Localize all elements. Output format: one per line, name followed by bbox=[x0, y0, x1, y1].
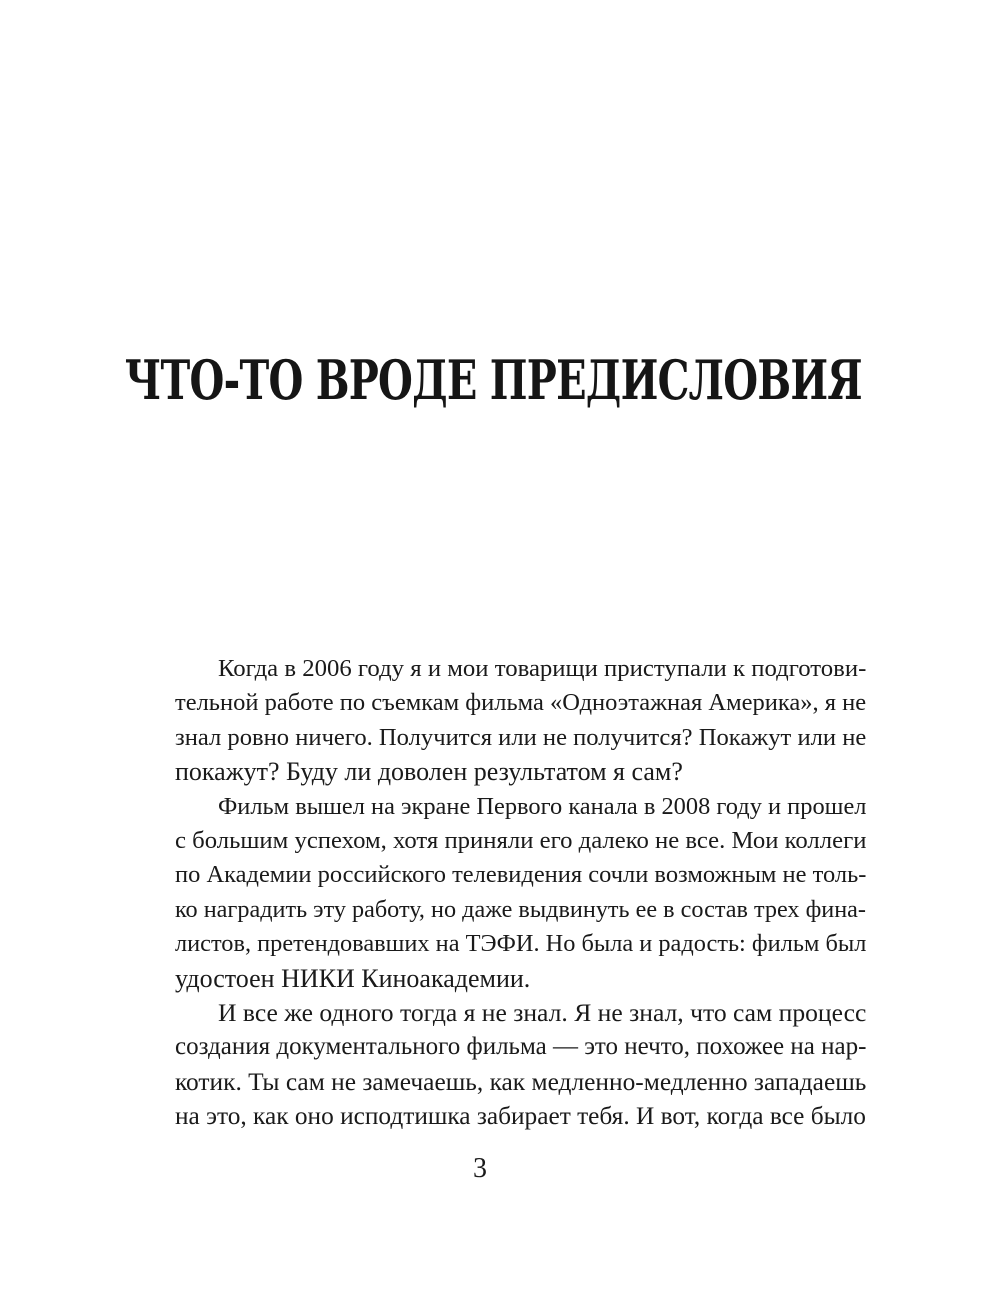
text-line: на это, как оно исподтишка забирает тебя. И вот, когда все было bbox=[175, 1102, 866, 1131]
text-line: покажут? Буду ли доволен результатом я сам? bbox=[175, 757, 683, 787]
text-line: тельной работе по съемкам фильма «Одноэтажная Америка», я не bbox=[175, 689, 867, 717]
paragraph bbox=[132, 652, 867, 790]
paragraph bbox=[132, 790, 867, 996]
body-text bbox=[132, 652, 867, 1133]
text-line: знал ровно ничего. Получится или не получится? Покажут или не bbox=[175, 723, 867, 751]
text-line: листов, претендовавших на ТЭФИ. Но была и радость: фильм был bbox=[175, 930, 867, 958]
text-line: И все же одного тогда я не знал. Я не знал, что сам процесс bbox=[218, 997, 867, 1027]
text-line: котик. Ты сам не замечаешь, как медленно-медленно западаешь bbox=[175, 1067, 867, 1096]
text-line: ко наградить эту работу, но даже выдвинуть ее в состав трех фина- bbox=[175, 895, 867, 923]
text-line: создания документального фильма — это нечто, похожее на нар- bbox=[175, 1033, 867, 1061]
text-line: Фильм вышел на экране Первого канала в 2008 году и прошел bbox=[218, 792, 867, 820]
text-line: по Академии российского телевидения сочли возможным не толь- bbox=[175, 861, 867, 889]
text-line: Когда в 2006 году я и мои товарищи приступали к подготови- bbox=[218, 655, 867, 682]
text-line: с большим успехом, хотя приняли его далеко не все. Мои коллеги bbox=[175, 826, 867, 854]
text-line: удостоен НИКИ Киноакадемии. bbox=[175, 963, 531, 993]
paragraph bbox=[132, 996, 867, 1134]
page-number: 3 bbox=[473, 1153, 487, 1184]
chapter-title: ЧТО-ТО ВРОДЕ ПРЕДИСЛОВИЯ bbox=[124, 348, 862, 412]
